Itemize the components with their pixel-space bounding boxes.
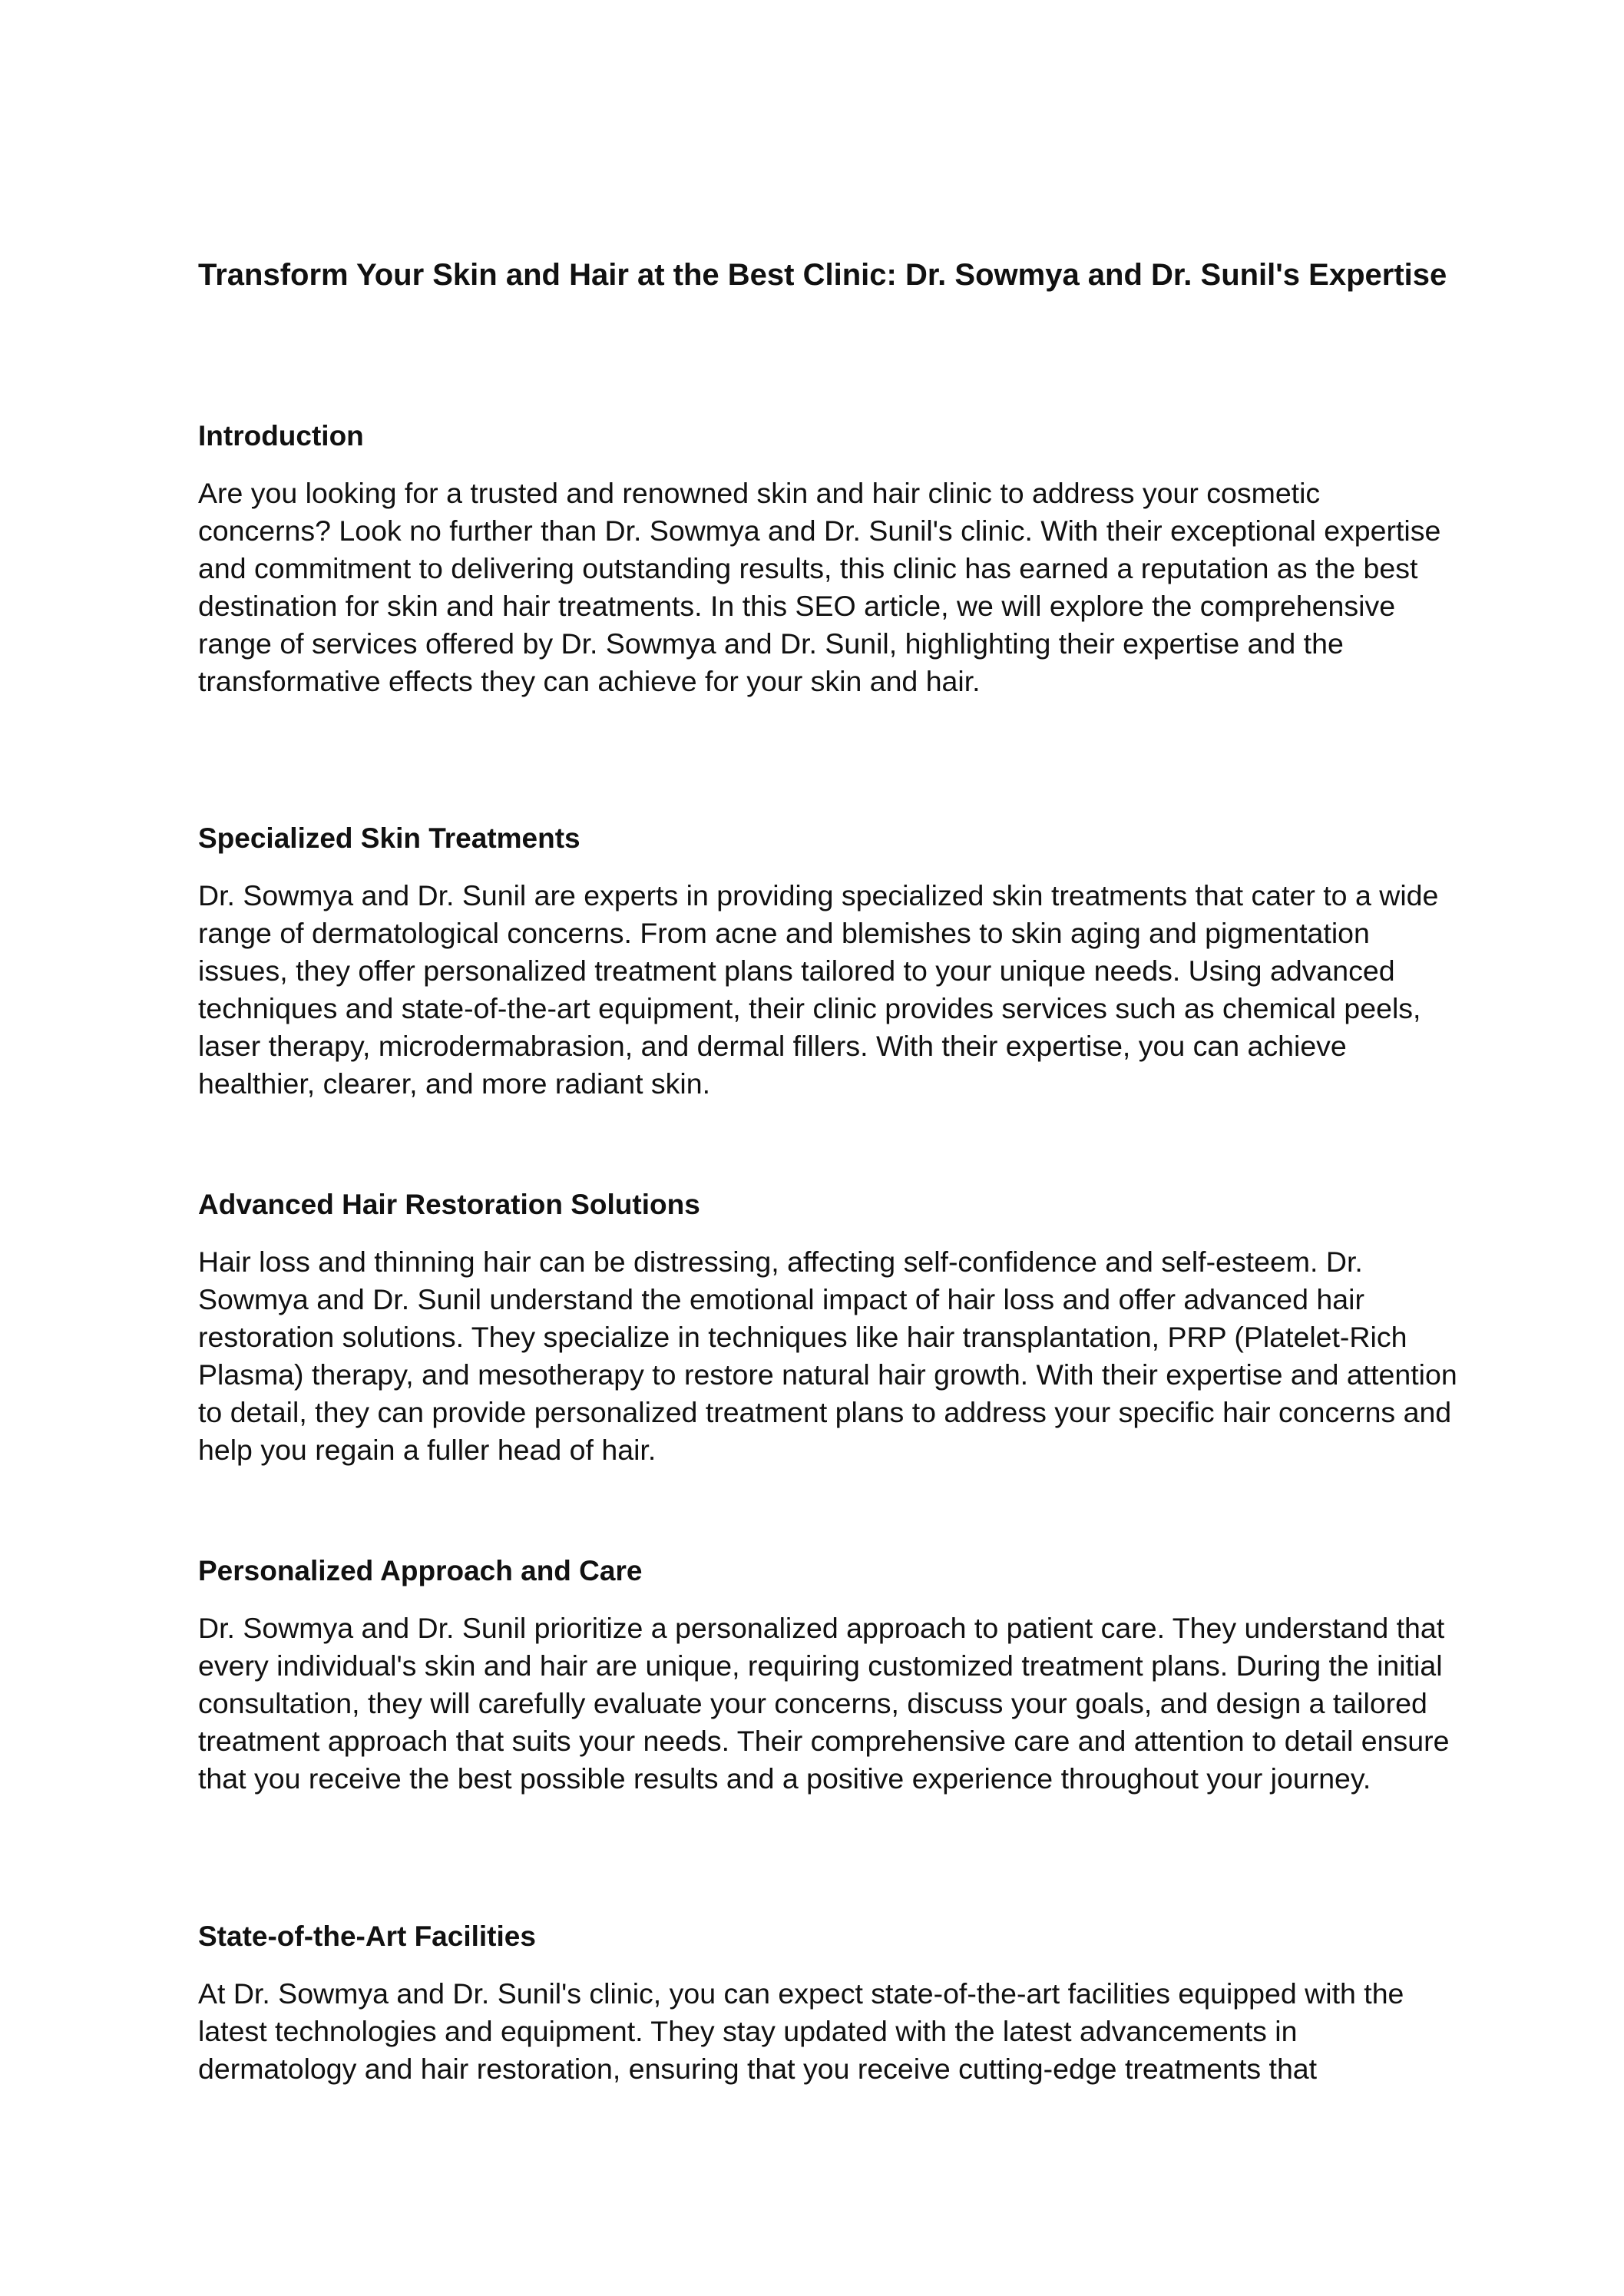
section-state-of-the-art-facilities [198,1918,1457,2088]
section-body: Dr. Sowmya and Dr. Sunil are experts in providing specialized skin treatments that cater to a wide range of dermatological concerns. From acne and blemishes to skin aging and pigmentation issues, they offer personalized treatment plans tailored to your unique needs. Using advanced techniques and state-of-the-art equipment, their clinic provides services such as chemical peels, laser therapy, microdermabrasion, and dermal fillers. With their expertise, you can achieve healthier, clearer, and more radiant skin. [198,879,1439,1100]
section-personalized-approach [198,1553,1457,1798]
section-heading: Introduction [198,420,364,452]
section-specialized-skin-treatments [198,820,1457,1103]
section-body: Dr. Sowmya and Dr. Sunil prioritize a personalized approach to patient care. They understand that every individual's skin and hair are unique, requiring customized treatment plans. During the initial consultation, they will carefully evaluate your concerns, discuss your goals, and design a tailored treatment approach that suits your needs. Their comprehensive care and attention to detail ensure that you receive the best possible results and a positive experience throughout your journey. [198,1612,1450,1795]
section-body: At Dr. Sowmya and Dr. Sunil's clinic, you can expect state-of-the-art facilities equipped with the latest technologies and equipment. They stay updated with the latest advancements in dermatology and hair restoration, ensuring that you receive cutting-edge treatments that [198,1977,1404,2085]
section-heading: State-of-the-Art Facilities [198,1921,536,1952]
section-advanced-hair-restoration [198,1186,1457,1469]
section-body: Are you looking for a trusted and renowned skin and hair clinic to address your cosmetic concerns? Look no further than Dr. Sowmya and Dr. Sunil's clinic. With their exceptional expertise and commitment to delivering outstanding results, this clinic has earned a reputation as the best destination for skin and hair treatments. In this SEO article, we will explore the comprehensive range of services offered by Dr. Sowmya and Dr. Sunil, highlighting their expertise and the transformative effects they can achieve for your skin and hair. [198,477,1441,697]
document-title: Transform Your Skin and Hair at the Best Clinic: Dr. Sowmya and Dr. Sunil's Expertise [198,258,1447,292]
section-heading: Specialized Skin Treatments [198,822,580,854]
section-heading: Advanced Hair Restoration Solutions [198,1189,700,1220]
section-body: Hair loss and thinning hair can be distressing, affecting self-confidence and self-esteem. Dr. Sowmya and Dr. Sunil understand the emotional impact of hair loss and offer advanced hair restoration solutions. They specialize in techniques like hair transplantation, PRP (Platelet-Rich Plasma) therapy, and mesotherapy to restore natural hair growth. With their expertise and attention to detail, they can provide personalized treatment plans to address your specific hair concerns and help you regain a fuller head of hair. [198,1246,1457,1466]
section-heading: Personalized Approach and Care [198,1555,643,1586]
section-introduction [198,418,1457,700]
document-header [198,253,1457,296]
